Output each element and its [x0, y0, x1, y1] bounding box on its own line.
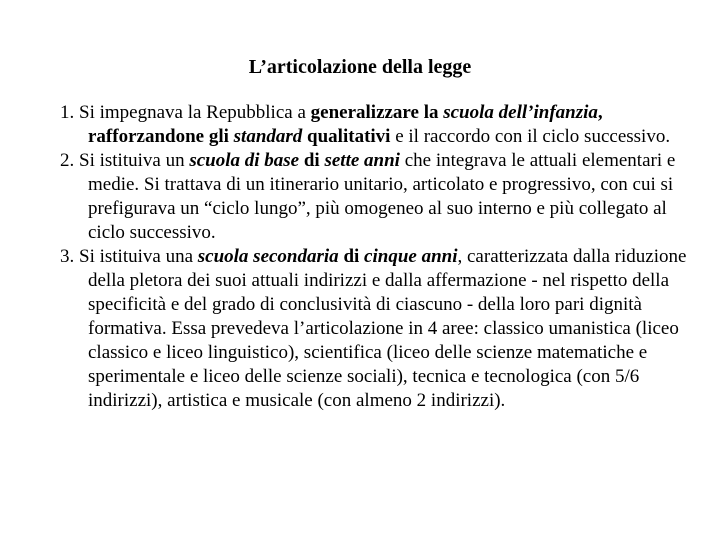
item-number: 3. [60, 246, 75, 267]
list-item-3 [60, 245, 700, 413]
item-text: di [338, 246, 365, 267]
page-title: L’articolazione della legge [248, 56, 472, 78]
item-text: scuola secondaria [197, 246, 339, 267]
list-item-2 [60, 149, 700, 245]
item-text: , rafforzandone gli [88, 102, 603, 147]
item-text: generalizzare la [310, 102, 444, 123]
list-item-1 [60, 101, 700, 149]
item-text: standard [233, 126, 303, 147]
item-text: scuola dell’infanzia [443, 102, 598, 123]
item-text: Si istituiva una [74, 246, 198, 267]
item-text: di [299, 150, 325, 171]
item-text: , caratterizzata dalla riduzione della pletora dei suoi attuali indirizzi e dalla affermazione - nel rispetto della specificità e del grado di conclusività di ciascuno - della loro pari dignità formativa. Essa prevedeva l’articolazione in 4 aree: classico umanistica (liceo classico e liceo linguistico), scientifica (liceo delle scienze matematiche e sperimentale e liceo delle scienze sociali), tecnica e tecnologica (con 5/6 indirizzi), artistica e musicale (con almeno 2 indirizzi). [88, 246, 687, 411]
item-text: che integrava le attuali elementari e medie. Si trattava di un itinerario unitario, articolato e progressivo, con cui si prefigurava un “ciclo lungo”, più omogeneo al suo interno e più collegato al ciclo successivo. [88, 150, 676, 243]
item-text: scuola di base [189, 150, 300, 171]
item-text: Si istituiva un [74, 150, 190, 171]
item-text: e il raccordo con il ciclo successivo. [390, 126, 671, 147]
item-text: Si impegnava la Repubblica a [74, 102, 311, 123]
item-number: 2. [60, 150, 75, 171]
numbered-list [60, 101, 700, 413]
item-text: sette anni [324, 150, 400, 171]
item-text: qualitativi [302, 126, 391, 147]
item-number: 1. [60, 102, 75, 123]
item-text: cinque anni [364, 246, 458, 267]
